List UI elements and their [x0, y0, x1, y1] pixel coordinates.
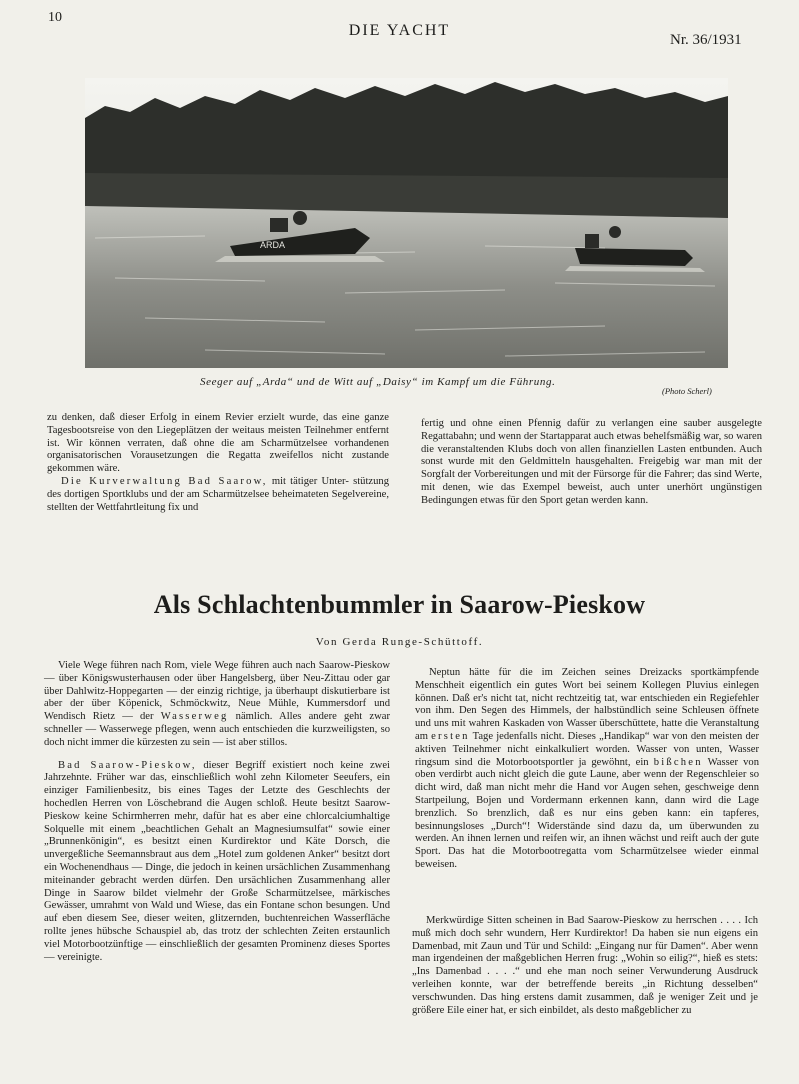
race-photo: [85, 78, 728, 368]
byline-prefix: Von: [315, 636, 343, 648]
top-article-left-column: [47, 412, 389, 514]
right-p1-b: Tage jedenfalls nicht. Dieses „Handikap“ war von den meisten der aktiven Teilnehmer nicht einkalkuliert worden. Wasser von unten, Wasser ringsum sind die Motorbootsportler ja gewöhnt, ein: [415, 730, 759, 768]
left-p1-spaced: Wasserweg: [160, 711, 229, 723]
article-left-column: [44, 660, 390, 964]
page-number: 10: [48, 10, 62, 25]
byline-author: Gerda Runge-Schüttoff.: [342, 636, 484, 648]
top-left-paragraph-1: zu denken, daß dieser Erfolg in einem Revier erzielt wurde, das eine ganze Tagesbootsreise von den Liegeplätzen der weitaus meisten Teilnehmer entfernt ist. Wir können verraten, daß ohne die am Scharmützelsee vorhandenen organisatorischen Vorausetzungen die Regatta zweifellos nicht zustande gekommen wäre.: [47, 412, 389, 475]
article-right-column: [415, 667, 759, 872]
article-right-column-lower: [412, 915, 758, 1017]
right-p1-spaced-2: bißchen: [653, 756, 703, 768]
right-p1-spaced-1: ersten: [431, 730, 470, 742]
photo-credit: (Photo Scherl): [662, 386, 712, 396]
boat-hull-text: ARDA: [260, 240, 286, 250]
photo-caption: Seeger auf „Arda“ und de Witt auf „Daisy“ im Kampf um die Führung.: [200, 376, 556, 388]
top-left-paragraph-2: [47, 476, 389, 514]
top-article-right-column: [421, 418, 762, 508]
right-p1-c: Wasser von oben verdirbt auch nicht gleich die gute Laune, aber wenn der Regenschleier so dicht wird, daß man nicht mehr die Hand vor Augen sehen, geschweige denn Startpeilung, Bojen und Vordermann erkennen kann, dann wird die Lage brenzlich. So brenzlich, daß es nur eins geben kann: ein tapferes, besinnungsloses „Durch“! Widerstände sind dazu da, um überwunden zu werden. An ihnen lernen und reifen wir, an ihnen wächst und reift auch der gute Sport. Das hat die Motorbootregatta vom Scharmützelsee wieder einmal beweisen.: [415, 756, 760, 870]
left-p1-text: Viele Wege führen nach Rom, viele Wege führen auch nach Saarow-Pieskow — über Königswusterhausen oder über Hangelsberg, über Neu-Zittau oder gar über Dahlwitz-Hoppegarten — der einzig richtige, ja überhaupt diskutierbare ist aber der über Köpenick, Schmöckwitz, Neue Mühle, Kummersdorf und Wendisch Rietz — der: [44, 660, 390, 723]
kurverwaltung-spaced: Die Kurverwaltung Bad Saarow,: [61, 475, 268, 487]
right-p1-a: Neptun hätte für die im Zeichen seines Dreizacks sportkämpfende Menschheit eigentlich ein gutes Wort bei seinem Kollegen Pluvius einlegen können. Daß er's nicht tat, nicht rechtzeitig tat, war entschieden ein Regiefehler von ihm. Den Segen des Himmels, der halbstündlich seine Schleusen öffnete und uns mit wahren Kaskaden von Wasser überschüttete, hatte die Veranstaltung am: [415, 667, 759, 742]
race-photo-image: [85, 78, 728, 368]
article-right-paragraph-1: [415, 667, 759, 872]
article-headline: Als Schlachtenbummler in Saarow-Pieskow: [153, 590, 646, 619]
article-byline: [0, 636, 799, 648]
article-left-paragraph-2: [44, 760, 390, 965]
article-left-paragraph-1: [44, 660, 390, 750]
article-right-paragraph-2: Merkwürdige Sitten scheinen in Bad Saarow-Pieskow zu herrschen . . . . Ich muß mich doch sehr wundern, Herr Kurdirektor! Da haben sie nun eigens ein Damenbad, mit Zaun und Tür und Schild: „Eingang nur für Damen“. Aber wenn man irgendeinen der maßgeblichen Herren frug: „Wohin so eilig?“, hieß es stets: „Ins Damenbad . . . .“ und ehe man noch seiner Verwunderung Ausdruck verleihen konnte, war der betreffende bereits „in Richtung desselben“ verschwunden. Das hing erstens damit zusammen, daß je weniger Zeit und je größere Eile einer hat, er sich einbildet, als desto maßgeblicher zu: [412, 915, 758, 1016]
top-right-paragraph: fertig und ohne einen Pfennig dafür zu verlangen eine sauber ausgelegte Regattabahn; und wenn der Startapparat auch etwas behelfsmäßig war, so waren die veranstaltenden Klubs doch von allen finanziellen Lasten entbunden. Auch sonst wurde mit den Geldmitteln hausgehalten. Freigebig war man mit der Sorgfalt der Vorbereitungen und mit der Fürsorge für die Fahrer; das sind Werte, mit denen, wie das Exempel beweist, auch unter unerhört ungünstigen Bedingungen etwas für den Sport getan werden kann.: [421, 418, 762, 506]
magazine-title: DIE YACHT: [348, 22, 451, 39]
left-p1-end: nämlich. Alles andere geht zwar schneller — Wasserwege pflegen, wenn auch entschieden die kurzweiligsten, so doch nicht immer die kürzesten zu sein — ist aber stillos.: [44, 711, 390, 748]
issue-number: Nr. 36/1931: [670, 32, 742, 48]
top-left-paragraph-2-cont: stützung des dortigen Sportklubs und der am Scharmützelsee beheimateten Segelvereine, stellten der Wettfahrtleitung fix und: [47, 475, 389, 513]
kurverwaltung-rest: mit tätiger Unter-: [267, 475, 349, 487]
left-p2-text: dieser Begriff existiert noch keine zwei Jahrzehnte. Früher war das, einschließlich wohl zehn Kilometer Seeufers, ein einziger Familienbesitz, bis eines Tages der Letzte des Geschlechts der hochedlen Herren von Löschebrand die Augen schloß. Heute besitzt Saarow-Pieskow keine Schirmherren mehr, dafür hat es aber eine chlorcalciumhaltige Solquelle mit einem „beachtlichen Gehalt an Magnesiumsulfat“ sowie einer „Brunnenkönigin“, es besitzt einen Kurdirektor und Käte Dorsch, die unvergeßliche Seemannsbraut aus dem „Hotel zum goldenen Anker“ besitzt dort ein Wochenendhaus — Dinge, die jedoch in keinen ursächlichen Zusammenhang miteinander gebracht werden dürfen. Den ursächlichen Zusammenhang aller Dinge in Saarow bildet vielmehr der Große Scharmützelsee, märkisches Gewässer, umrahmt von Wald und Wiese, das ein Fontane schon besungen. Und auf eben diesem See, dieser weiten, glitzernden, buchtenreichen Wasserfläche rollte jenes hübsche Schauspiel ab, das trotz der schlechten Zeiten erstaunlich viel Motorbootzünftige — einschließlich der gesamten Prominenz dieses Sportes — vereinigte.: [44, 759, 390, 963]
left-p2-spaced: Bad Saarow-Pieskow,: [58, 759, 197, 771]
